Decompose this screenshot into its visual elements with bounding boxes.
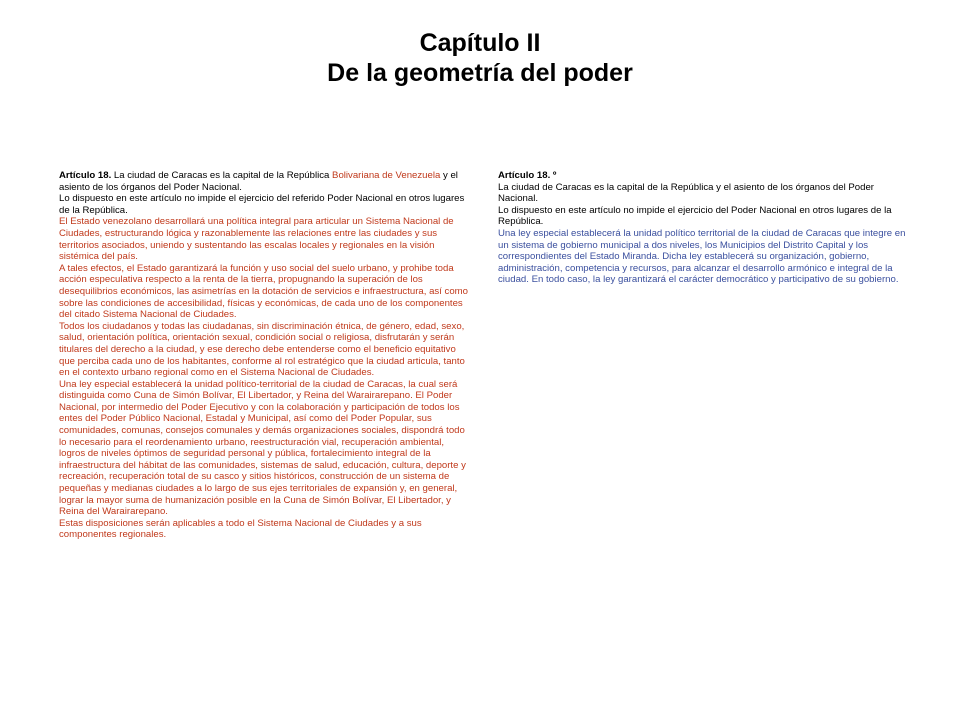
left-p1-tail: y el asiento de los órganos del Poder Nacional. <box>59 170 458 193</box>
left-reform-paragraph-1: El Estado venezolano desarrollará una política integral para articular un Sistema Nacional de Ciudades, estructurando lógica y razonablemente las relaciones entre las ciudades y sus territorios asociados, uniendo y sustentando las escalas locales y regionales en la visión sistémica del país. <box>59 216 454 263</box>
left-reform-paragraph-5: Estas disposiciones serán aplicables a todo el Sistema Nacional de Ciudades y a sus componentes regionales. <box>59 517 422 541</box>
left-p1-text: La ciudad de Caracas es la capital de la República <box>111 170 333 181</box>
left-article-paragraph-1 <box>59 170 469 193</box>
left-article-heading: Artículo 18. <box>59 170 112 181</box>
original-article-column <box>59 170 469 541</box>
left-article-paragraph-2: Lo dispuesto en este artículo no impide el ejercicio del referido Poder Nacional en otros lugares de la República. <box>59 193 465 216</box>
left-reform-paragraph-2: A tales efectos, el Estado garantizará la función y uso social del suelo urbano, y prohibe toda acción especulativa respecto a la renta de la tierra, propugnando la superación de los desequilibrios económicos, las asimetrías en la dotación de servicios e infraestructura, así como sobre las condiciones de accesibilidad, físicas y económicas, de cada uno de los componentes del citado Sistema Nacional de Ciudades. <box>59 262 468 321</box>
current-article-column <box>498 170 908 286</box>
chapter-subtitle: De la geometría del poder <box>327 59 633 87</box>
right-article-paragraph-2: Lo dispuesto en este artículo no impide el ejercicio del Poder Nacional en otros lugares de la República. <box>498 204 892 228</box>
left-p1-highlight: Bolivariana de Venezuela <box>332 170 441 181</box>
chapter-title <box>0 28 960 88</box>
right-heading-text: Artículo 18. º <box>498 170 557 181</box>
chapter-number: Capítulo II <box>419 29 541 57</box>
right-highlight-paragraph: Una ley especial establecerá la unidad político territorial de la ciudad de Caracas que integre en un sistema de gobierno municipal a dos niveles, los Municipios del Distrito Capital y los correspondientes del Estado Miranda. Dicha ley establecerá su organización, gobierno, administración, competencia y recursos, para alcanzar el desarrollo armónico e integral de la ciudad. En todo caso, la ley garantizará el carácter democrático y participativo de su gobierno. <box>498 227 906 286</box>
right-article-paragraph-1: La ciudad de Caracas es la capital de la República y el asiento de los órganos del Poder Nacional. <box>498 181 874 205</box>
right-article-heading <box>498 170 908 182</box>
left-reform-paragraph-4: Una ley especial establecerá la unidad político-territorial de la ciudad de Caracas, la cual será distinguida como Cuna de Simón Bolívar, El Libertador, y Reina del Warairarepano. El Poder Nacional, por intermedio del Poder Ejecutivo y con la colaboración y participación de todos los entes del Poder Público Nacional, Estadal y Municipal, así como del Poder Popular, sus comunidades, comunas, consejos comunales y demás organizaciones sociales, dispondrá todo lo necesario para el reordenamiento urbano, reestructuración vial, recuperación ambiental, logros de niveles óptimos de seguridad personal y pública, fortalecimiento integral de la infraestructura del hábitat de las comunidades, sistemas de salud, educación, cultura, deporte y recreación, recuperación total de su casco y sitios históricos, construcción de un sistema de pequeñas y medianas ciudades a lo largo de sus ejes territoriales de expansión y, en general, lograr la mayor suma de humanización posible en la Cuna de Simón Bolívar, El Libertador, y Reina del Warairarepano. <box>59 378 466 518</box>
left-reform-paragraph-3: Todos los ciudadanos y todas las ciudadanas, sin discriminación étnica, de género, edad, sexo, salud, orientación política, orientación sexual, condición social o religiosa, disfrutarán y serán titulares del derecho a la ciudad, y ese derecho debe entenderse como el beneficio equitativo que perciba cada uno de los habitantes, conforme al rol estratégico que la ciudad articula, tanto en el contexto urbano regional como en el Sistema Nacional de Ciudades. <box>59 320 465 379</box>
